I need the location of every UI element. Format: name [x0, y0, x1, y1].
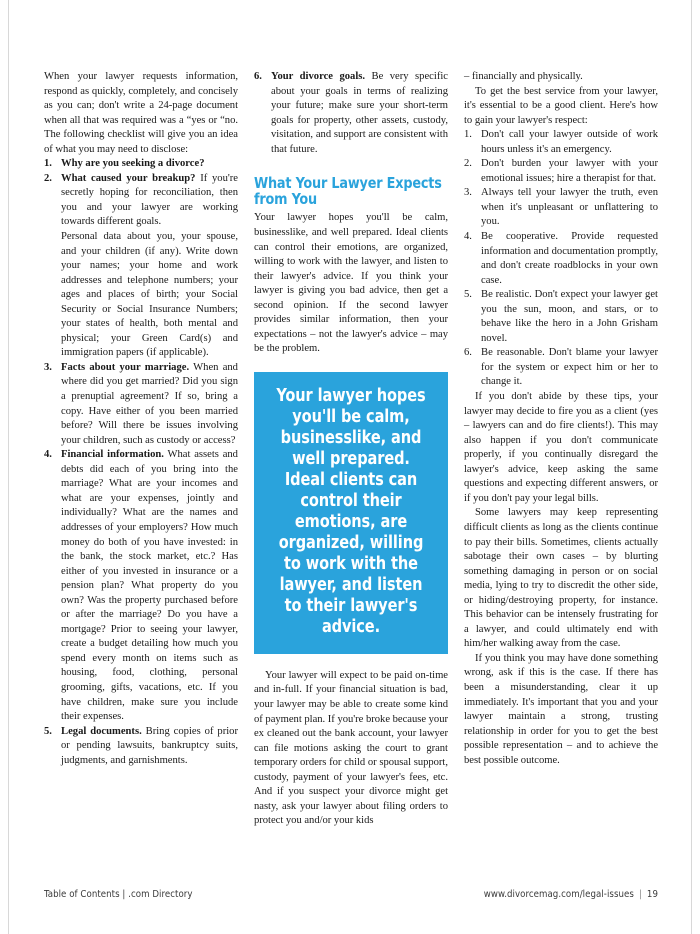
disclosure-checklist-middle [254, 70, 448, 157]
page-footer [44, 889, 658, 900]
checklist-item [254, 70, 448, 157]
spacer [254, 357, 448, 372]
tip-number: 5. [464, 289, 472, 301]
item-number: 6. [254, 71, 262, 82]
page-edge-right [691, 0, 692, 934]
checklist-item [44, 448, 238, 724]
item-number: 4. [44, 449, 52, 461]
tip-number: 1. [464, 129, 472, 141]
item-body: Bring copies of prior or pending lawsuits, bankruptcy suits, judgments, and garnishments. [61, 725, 238, 766]
checklist-item [44, 361, 238, 448]
item-body: When and where did you get married? Did you sign a prenuptial agreement? If so, bring a copy. Have either of you been married before? Will there be issues involving your children, such as custody or access? [61, 361, 238, 446]
tip-item [464, 157, 658, 186]
checklist-item [44, 172, 238, 230]
section-heading: What Your Lawyer Expects from You [254, 174, 442, 208]
item2-continuation: Personal data about you, your spouse, and your children (if any). Write down your names; your home and work addresses and telephone numbers; your ages and places of birth; your Social Security or Social Insurance Numbers; your states of health, both mental and physical; your Green Card(s) and immigration papers (if applicable). [61, 231, 238, 359]
item-lead: What caused your breakup? [61, 172, 196, 184]
tip-text: Be cooperative. Provide requested information and documentation promptly, and don't create roadblocks in your own case. [481, 231, 659, 286]
tip-number: 4. [464, 231, 472, 243]
column-middle [254, 70, 448, 860]
tip-number: 6. [464, 347, 472, 359]
footer-website-link[interactable]: www.divorcemag.com/legal-issues [483, 889, 634, 900]
lawyer-respect-tips [464, 128, 658, 390]
item-lead: Financial information. [61, 449, 164, 461]
intro-paragraph: When your lawyer requests information, respond as quickly, completely, and concisely as you can; don't write a 24-page document when all that was required was a “yes or “no. The following checklist will give you an idea of what you may need to disclose: [44, 71, 238, 155]
tip-number: 3. [464, 187, 472, 199]
item-lead: Your divorce goals. [271, 71, 366, 82]
tip-item [464, 186, 658, 230]
disclosure-checklist-continued [44, 361, 238, 768]
right-paragraph-3: Some lawyers may keep representing difficult clients as long as the clients continue to pay their bills. Sometimes, clients actually sabotage their own cases – by blurting something damaging in person or on social media, lying to try to discredit the other side, or hiding/destroying property, for instance. This behavior can be intensely frustrating for a lawyer, and could ultimately end with him/her walking away from the case. [464, 507, 658, 650]
item-lead: Why are you seeking a divorce? [61, 158, 205, 170]
item-number: 1. [44, 158, 52, 170]
column-left [44, 70, 238, 860]
footer-separator: | [638, 889, 642, 900]
footer-right [484, 889, 658, 900]
tip-text: Don't call your lawyer outside of work hours unless it's an emergency. [481, 129, 658, 155]
right-paragraph-4: If you think you may have done something wrong, ask if this is the case. If there has been a misunderstanding, clear it up immediately. It's important that you and your lawyer maintain a strong, trusting relationship in order for you to get the best possible representation – and to achieve the best possible outcome. [464, 652, 658, 766]
item-body: Be very specific about your goals in terms of realizing your future; make sure your short-term goals for property, other assets, custody, visitation, and support are consistent with that future. [271, 71, 448, 155]
tip-text: Be realistic. Don't expect your lawyer get you the sun, moon, and stars, or to behave like the hero in a John Grisham novel. [481, 289, 658, 344]
checklist-item [44, 725, 238, 769]
checklist-item [44, 157, 238, 172]
item-number: 2. [44, 172, 52, 184]
footer-toc-link[interactable]: Table of Contents | .com Directory [44, 889, 193, 900]
tip-text: Be reasonable. Don't blame your lawyer for the system or expect him or her to change it. [481, 347, 658, 388]
tip-number: 2. [464, 158, 472, 170]
item-lead: Facts about your marriage. [61, 361, 190, 373]
middle-paragraph-1: Your lawyer hopes you'll be calm, businesslike, and well prepared. Ideal clients can control their emotions, are organized, willing to work with the lawyer, and listen to their lawyer's advice. If you think your lawyer is giving you bad advice, then get a second opinion. If the second lawyer provides similar information, then your expectations – not the lawyer's advice – may be the problem. [254, 212, 448, 355]
page-edge-left [8, 0, 9, 934]
right-paragraph-2: If you don't abide by these tips, your lawyer may decide to fire you as a client (yes – lawyers can and do fire clients!). This may also happen if you don't communicate properly, if you continually disregard the lawyer's advice, keep asking the same questions and expecting different answers, or if you don't pay your legal bills. [464, 391, 658, 504]
tip-item [464, 128, 658, 157]
item-number: 5. [44, 725, 52, 737]
spacer [254, 654, 448, 669]
pull-quote-text: Your lawyer hopes you'll be calm, businesslike, and well prepared. Ideal clients can control their emotions, are organized, willing to work with the lawyer, and listen to their lawyer's advice. [276, 385, 426, 637]
item-number: 3. [44, 361, 52, 373]
tip-text: Always tell your lawyer the truth, even when it's unpleasant or unflattering to you. [481, 187, 658, 228]
tip-item [464, 230, 658, 288]
tip-item [464, 288, 658, 346]
middle-paragraph-2: Your lawyer will expect to be paid on-time and in-full. If your financial situation is bad, your lawyer may be able to create some kind of payment plan. If you're broke because your ex cleaned out the bank account, your lawyer can file motions asking the court to grant temporary orders for child or spousal support, custody, payment of your lawyer's fees, etc. And if you suspect your divorce might get nasty, ask your lawyer about filing orders to protect you and/or your kids [254, 669, 448, 827]
right-continuation: – financially and physically. [464, 71, 583, 82]
footer-page-number: 19 [646, 889, 658, 900]
column-right [464, 70, 658, 860]
item-body: If you're secretly hoping for reconciliation, then you and your lawyer are working towards different goals. [61, 172, 239, 228]
pull-quote [254, 372, 448, 654]
disclosure-checklist [44, 157, 238, 230]
tip-text: Don't burden your lawyer with your emotional issues; hire a therapist for that. [481, 158, 658, 184]
tip-item [464, 346, 658, 390]
item-lead: Legal documents. [61, 725, 142, 737]
article-columns [44, 70, 658, 860]
right-paragraph-1: To get the best service from your lawyer, it's essential to be a good client. Here's how to gain your lawyer's respect: [464, 85, 658, 126]
item-body: What assets and debts did each of you bring into the marriage? What are your incomes and what are your expenses, jointly and individually? What are the names and addresses of your employers? How much money do both of you have invested: in the bank, the stock market, etc.? Has either of you invested in insurance or a pension plan? What property do you own? Was the property purchased before or after the marriage? Do you have a mortgage? Prior to seeing your lawyer, create a budget detailing how much you spend every month on items such as housing, food, clothing, personal grooming, gifts, vacations, etc. If you have children, make sure you include their expenses. [61, 449, 238, 723]
